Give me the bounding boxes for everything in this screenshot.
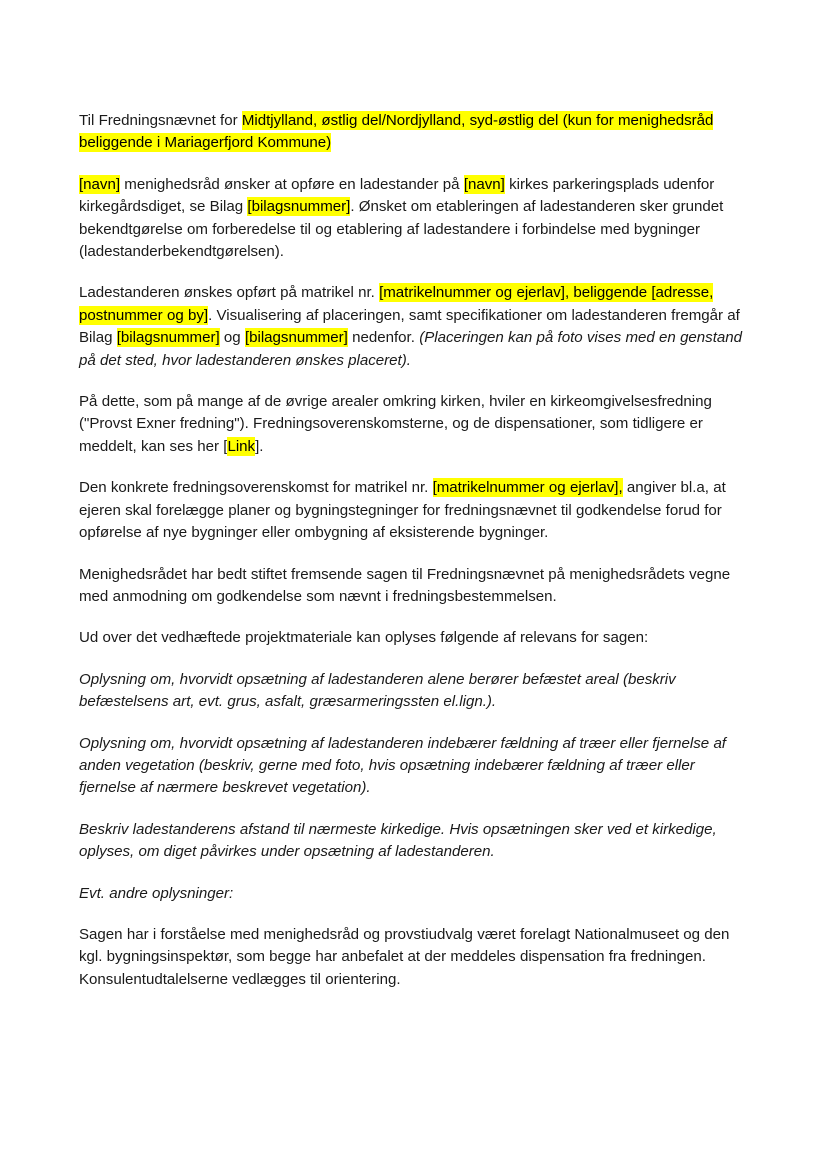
text-run: (Placeringen kan på foto vises med en genstand på det sted, hvor ladestanderen ønskes placeret).: [79, 329, 743, 369]
text-run: Menighedsrådet har bedt stiftet fremsende sagen til Fredningsnævnet på menighedsrådets vegne med anmodning om godkendelse som nævnt i fredningsbestemmelsen.: [79, 565, 731, 605]
text-run: Evt. andre oplysninger:: [79, 884, 234, 902]
paragraph-intro-request: [79, 174, 747, 264]
paragraph-info-distance-dike: [79, 819, 747, 864]
highlighted-placeholder: [bilagsnummer]: [247, 198, 351, 216]
paragraph-provst-exner: [79, 391, 747, 458]
text-run: Ud over det vedhæftede projektmateriale kan oplyses følgende af relevans for sagen:: [79, 629, 649, 647]
document-body: [79, 110, 747, 1010]
paragraph-info-paved-area: [79, 669, 747, 714]
text-run: menighedsråd ønsker at opføre en ladestander på: [120, 175, 464, 193]
text-run: Den konkrete fredningsoverenskomst for matrikel nr.: [79, 479, 433, 497]
text-run: . Ønsket om etableringen af ladestanderen sker grundet bekendtgørelse om forberedelse til og etablering af ladestandere i forbindelse med bygninger (ladestanderbekendtgørelsen).: [79, 198, 724, 261]
highlighted-placeholder: [navn]: [79, 175, 120, 193]
text-run: ].: [255, 437, 264, 455]
paragraph-additional-info-heading: [79, 627, 747, 649]
highlighted-placeholder: [bilagsnummer]: [116, 329, 220, 347]
highlighted-placeholder: [bilagsnummer]: [244, 329, 348, 347]
highlighted-placeholder: Midtjylland, østlig del/Nordjylland, syd-østlig del (kun for menighedsråd beliggende i Mariagerfjord Kommune): [79, 112, 714, 152]
text-run: Til Fredningsnævnet for: [79, 112, 242, 129]
paragraph-closing-nationalmuseet: [79, 924, 747, 991]
paragraph-council-request: [79, 564, 747, 609]
paragraph-addressee: [79, 110, 747, 155]
highlighted-placeholder: [navn]: [463, 175, 505, 193]
text-run: og: [219, 329, 245, 347]
text-run: Oplysning om, hvorvidt opsætning af ladestanderen indebærer fældning af træer eller fjernelse af anden vegetation (beskriv, gerne med foto, hvis opsætning indebærer fældning af træer eller fjernelse af nærmere beskrevet vegetation).: [79, 734, 726, 797]
text-run: På dette, som på mange af de øvrige arealer omkring kirken, hviler en kirkeomgivelsesfredning ("Provst Exner fredning"). Fredningsoverenskomsterne, og de dispensationer, som tidligere er meddelt, kan ses her [: [79, 393, 712, 455]
highlighted-placeholder: [matrikelnummer og ejerlav], beliggende [adresse, postnummer og by]: [79, 284, 714, 324]
highlighted-placeholder: [matrikelnummer og ejerlav],: [432, 479, 623, 497]
paragraph-info-vegetation: [79, 733, 747, 800]
text-run: kirkes parkeringsplads udenfor kirkegårdsdiget, se Bilag: [79, 175, 715, 216]
text-run: . Visualisering af placeringen, samt specifikationer om ladestanderen fremgår af Bilag: [79, 306, 740, 347]
highlighted-placeholder: Link: [227, 437, 256, 455]
text-run: Ladestanderen ønskes opført på matrikel nr.: [79, 284, 380, 302]
text-run: angiver bl.a, at ejeren skal forelægge planer og bygningstegninger for fredningsnævnet til godkendelse forud for opførelse af nye bygninger eller ombygning af eksisterende bygninger.: [79, 479, 726, 542]
text-run: Beskriv ladestanderens afstand til nærmeste kirkedige. Hvis opsætningen sker ved et kirkedige, oplyses, om diget påvirkes under opsætning af ladestanderen.: [79, 820, 717, 861]
paragraph-location-matrikel: [79, 282, 747, 372]
paragraph-agreement-details: [79, 477, 747, 544]
text-run: Oplysning om, hvorvidt opsætning af ladestanderen alene berører befæstet areal (beskriv befæstelsens art, evt. grus, asfalt, græsarmeringssten el.lign.).: [79, 670, 676, 711]
text-run: nedenfor.: [347, 329, 420, 347]
paragraph-info-other: [79, 883, 747, 905]
text-run: Sagen har i forståelse med menighedsråd og provstiudvalg været forelagt Nationalmuseet og den kgl. bygningsinspektør, som begge har anbefalet at der meddeles dispensation fra fredningen. Konsulentudtalelserne vedlægges til orientering.: [79, 925, 730, 988]
